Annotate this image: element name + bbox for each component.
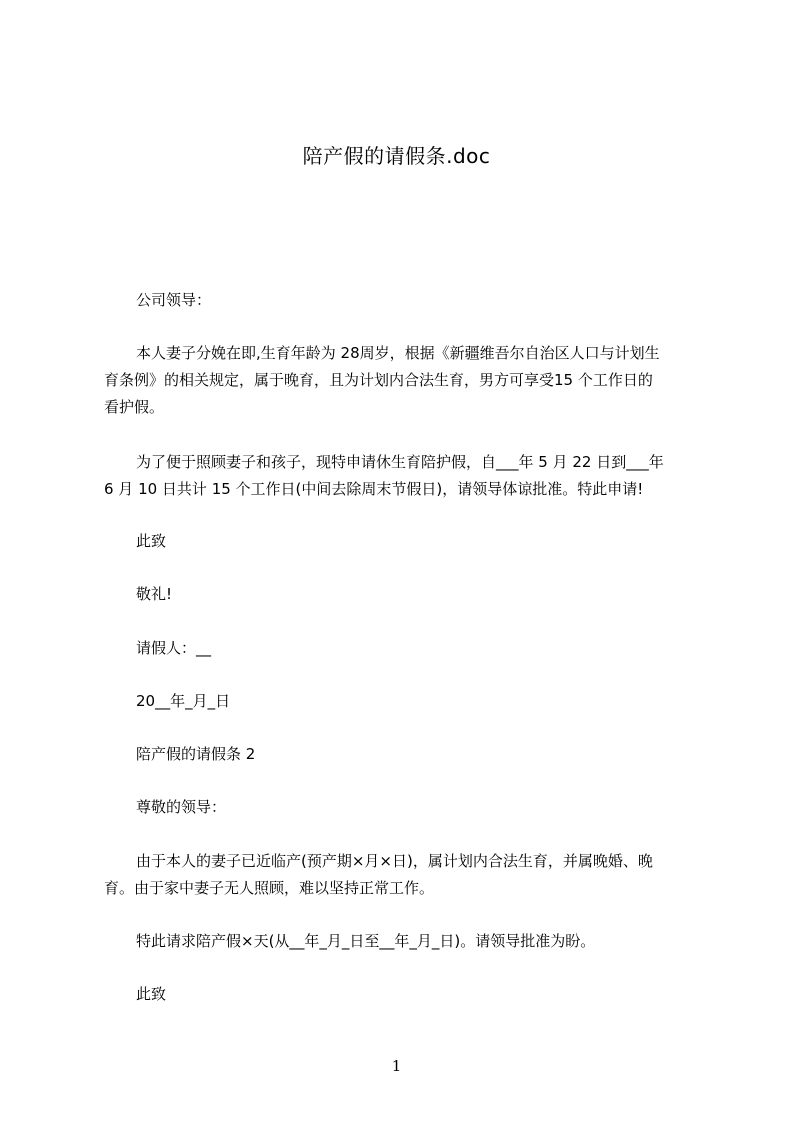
paragraph-line: 由于本人的妻子已近临产(预产期×月×日)，属计划内合法生育，并属晚婚、晚 <box>136 852 653 870</box>
letter1-paragraph-2 <box>104 449 704 503</box>
letter2-heading: 陪产假的请假条 2 <box>136 745 256 763</box>
letter1-closing-2: 敬礼! <box>136 585 173 603</box>
letter2-salutation: 尊敬的领导： <box>136 798 227 816</box>
letter1-paragraph-1 <box>104 340 704 421</box>
document-title: 陪产假的请假条.doc <box>302 144 491 168</box>
paragraph-line: 育。由于家中妻子无人照顾，难以坚持正常工作。 <box>104 879 435 897</box>
page-number: 1 <box>391 1057 402 1075</box>
paragraph-line: 育条例》的相关规定，属于晚育，且为计划内合法生育，男方可享受15 个工作日的 <box>104 371 653 389</box>
paragraph-line: 看护假。 <box>104 398 165 416</box>
paragraph-line: 本人妻子分娩在即,生育年龄为 28周岁，根据《新疆维吾尔自治区人口与计划生 <box>136 344 660 362</box>
letter1-salutation: 公司领导： <box>136 291 212 309</box>
letter1-date: 20__年_月_日 <box>136 692 231 710</box>
letter2-paragraph-2: 特此请求陪产假×天(从__年_月_日至__年_月_日)。请领导批准为盼。 <box>136 932 596 950</box>
letter2-paragraph-1 <box>104 848 704 902</box>
letter1-applicant: 请假人：__ <box>136 639 212 657</box>
letter2-closing-1: 此致 <box>136 985 167 1003</box>
paragraph-line: 6 月 10 日共计 15 个工作日(中间去除周末节假日)，请领导体谅批准。特此申请! <box>104 480 644 498</box>
paragraph-line: 为了便于照顾妻子和孩子，现特申请休生育陪护假，自___年 5 月 22 日到___年 <box>136 453 664 471</box>
letter1-closing-1: 此致 <box>136 532 167 550</box>
